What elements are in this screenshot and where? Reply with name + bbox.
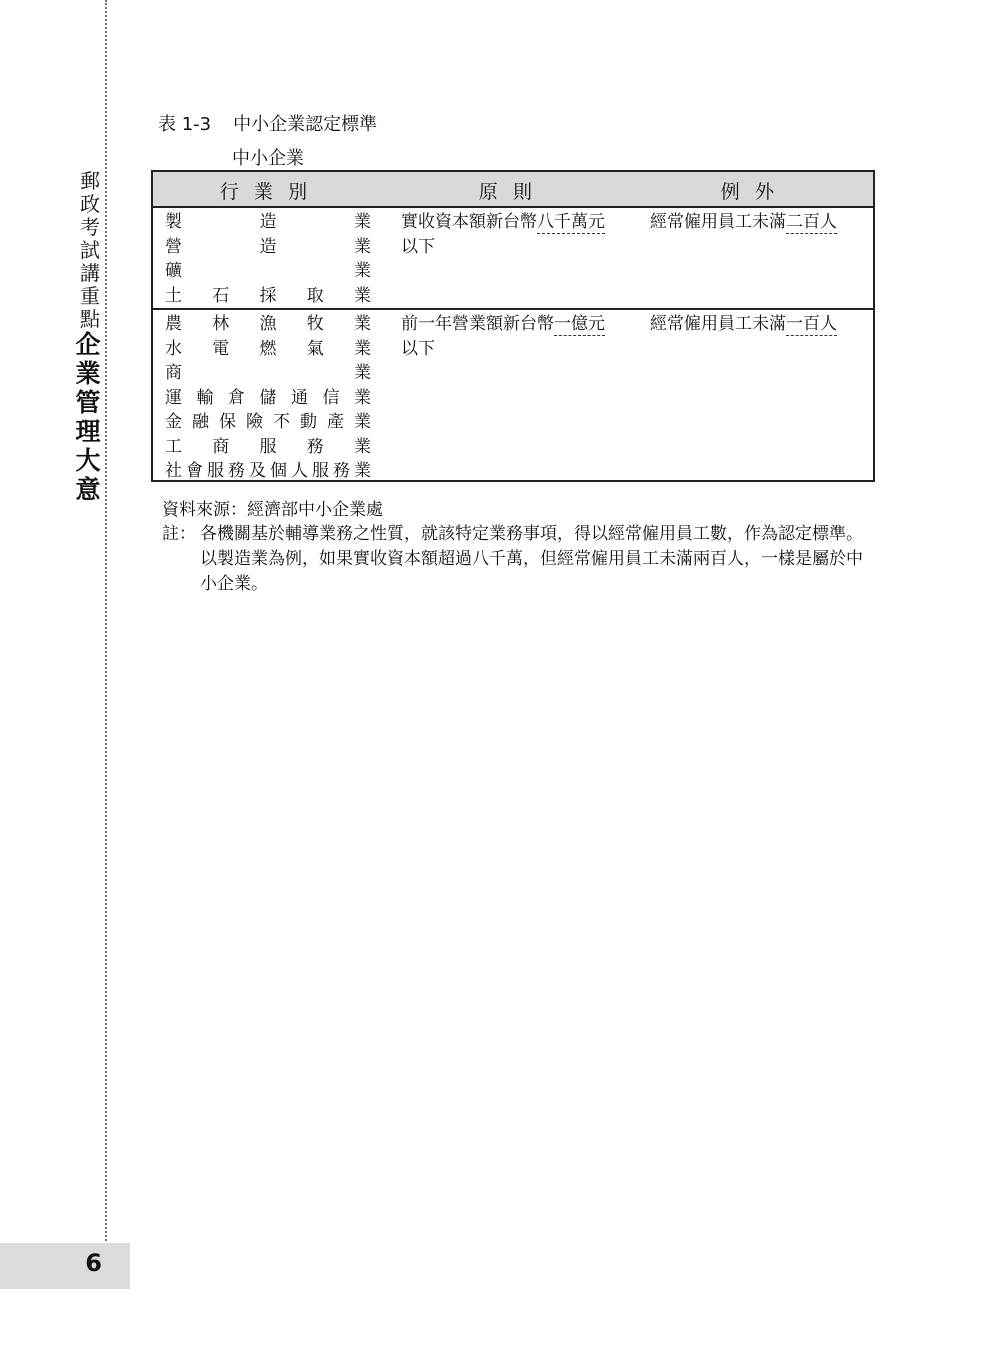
industry-char: 務 — [333, 461, 350, 481]
industry-char: 務 — [228, 461, 245, 481]
industry-char: 水 — [165, 338, 182, 359]
industry-char: 牧 — [306, 314, 324, 334]
industry-item — [165, 210, 371, 235]
industry-list-2 — [165, 312, 371, 484]
book-subject-title: 企業管理大意 — [75, 330, 101, 504]
industry-char: 商 — [165, 363, 182, 383]
industry-char: 務 — [306, 436, 324, 457]
industry-char: 業 — [354, 363, 371, 383]
industry-char: 燃 — [259, 338, 277, 359]
industry-char: 服 — [312, 461, 329, 481]
industry-item — [165, 312, 371, 337]
table-source: 資料來源：經濟部中小企業處 — [162, 500, 383, 520]
page-number-tab — [0, 1243, 130, 1289]
industry-char: 倉 — [228, 387, 245, 408]
industry-char: 採 — [259, 285, 277, 306]
industry-char: 不 — [273, 412, 290, 432]
industry-char: 通 — [291, 387, 308, 408]
industry-char: 業 — [354, 387, 371, 408]
industry-char: 業 — [354, 436, 371, 457]
industry-char: 取 — [306, 285, 324, 306]
principle-prefix: 實收資本額新台幣 — [401, 212, 537, 232]
table-caption — [158, 110, 377, 136]
industry-item — [165, 410, 371, 435]
industry-list-1 — [165, 210, 371, 308]
page-number: 6 — [85, 1249, 102, 1277]
industry-char: 服 — [259, 436, 277, 457]
industry-char: 漁 — [259, 314, 277, 334]
industry-char: 會 — [186, 461, 203, 481]
industry-item — [165, 337, 371, 362]
industry-item — [165, 459, 371, 484]
industry-char: 業 — [354, 285, 371, 306]
note-label: 註： — [162, 524, 196, 544]
table-title: 中小企業認定標準 — [233, 114, 378, 135]
industry-char: 個 — [270, 461, 287, 481]
note-text: 各機關基於輔導業務之性質，就該特定業務事項，得以經常僱用員工數，作為認定標準。以製造業為例，如果實收資本額超過八千萬，但經常僱用員工未滿兩百人，一樣是屬於中小企業。 — [200, 524, 863, 594]
exception-prefix: 經常僱用員工未滿 — [650, 212, 786, 232]
industry-char: 服 — [207, 461, 224, 481]
industry-char: 電 — [212, 338, 230, 359]
industry-char: 商 — [212, 436, 230, 457]
industry-char: 石 — [212, 285, 230, 306]
book-series-title: 郵政考試講重點 — [80, 169, 100, 331]
principle-cell-1 — [401, 210, 637, 259]
header-exception: 例外 — [720, 181, 790, 203]
sme-criteria-table — [151, 170, 875, 482]
industry-char: 林 — [212, 314, 230, 334]
industry-char: 信 — [322, 387, 340, 408]
principle-suffix: 以下 — [401, 236, 435, 257]
table-row-group-2 — [153, 308, 873, 480]
industry-char: 業 — [354, 461, 371, 481]
industry-char: 金 — [165, 412, 182, 432]
industry-item — [165, 235, 371, 260]
exception-prefix: 經常僱用員工未滿 — [650, 314, 786, 334]
table-subcaption: 中小企業 — [232, 148, 304, 169]
industry-item — [165, 259, 371, 284]
industry-char: 製 — [165, 212, 182, 232]
table-header-row — [153, 172, 873, 208]
industry-char: 融 — [192, 412, 209, 432]
principle-cell-2 — [401, 312, 637, 361]
industry-char: 險 — [246, 412, 263, 432]
industry-item — [165, 435, 371, 460]
industry-char: 保 — [219, 412, 236, 432]
industry-char: 業 — [354, 338, 371, 359]
exception-cell-1 — [650, 210, 875, 235]
industry-char: 儲 — [259, 387, 277, 408]
industry-char: 造 — [259, 236, 277, 257]
industry-char: 造 — [259, 212, 277, 232]
exception-amount: 二百人 — [786, 212, 837, 232]
industry-char: 業 — [354, 412, 371, 432]
industry-char: 輸 — [196, 387, 214, 408]
industry-item — [165, 284, 371, 309]
principle-amount: 八千萬元 — [537, 212, 605, 232]
exception-amount: 一百人 — [786, 314, 837, 334]
industry-char: 農 — [165, 314, 182, 334]
principle-suffix: 以下 — [401, 338, 435, 359]
industry-char: 業 — [354, 314, 371, 334]
industry-char: 土 — [165, 285, 182, 306]
industry-char: 及 — [249, 461, 266, 481]
industry-char: 工 — [165, 436, 182, 457]
table-row-group-1 — [153, 206, 873, 310]
header-principle: 原則 — [478, 181, 548, 203]
header-industry: 行業別 — [219, 181, 323, 203]
industry-char: 營 — [165, 236, 182, 257]
industry-char: 業 — [354, 261, 371, 281]
industry-char: 社 — [165, 461, 182, 481]
industry-char: 業 — [354, 212, 371, 232]
exception-cell-2 — [650, 312, 875, 337]
industry-char: 氣 — [306, 338, 324, 359]
table-note — [162, 522, 874, 597]
industry-char: 人 — [291, 461, 308, 481]
industry-item — [165, 386, 371, 411]
industry-char: 礦 — [165, 261, 182, 281]
industry-item — [165, 361, 371, 386]
table-number: 表 1-3 — [158, 114, 212, 135]
principle-amount: 一億元 — [554, 314, 605, 334]
principle-prefix: 前一年營業額新台幣 — [401, 314, 554, 334]
industry-char: 業 — [354, 236, 371, 257]
industry-char: 產 — [327, 412, 344, 432]
industry-char: 運 — [165, 387, 182, 408]
industry-char: 動 — [300, 412, 317, 432]
